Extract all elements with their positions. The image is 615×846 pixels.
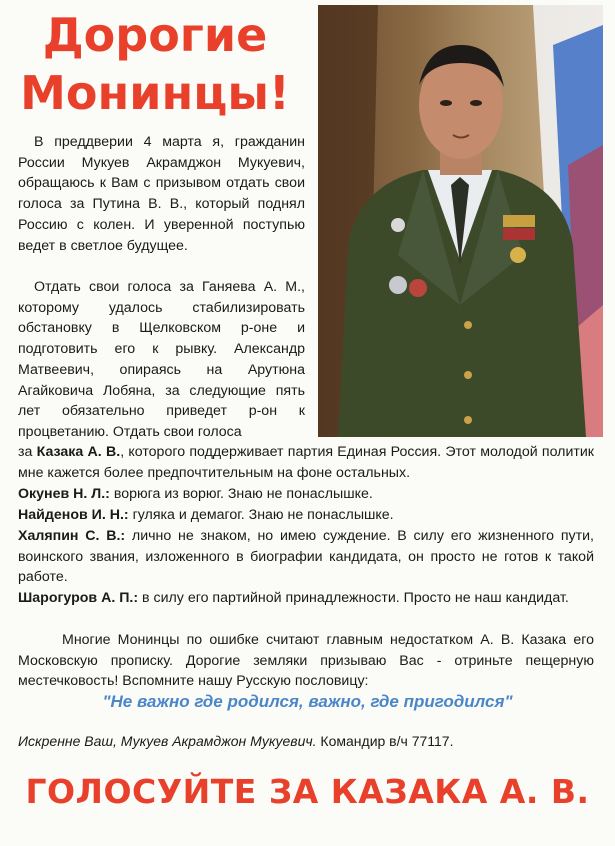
- paragraph-ganyaev: Отдать свои голоса за Ганяева А. М., которому удалось стабилизировать обстановку в Щелковском р-оне и подготовить его к рывку. Александр Матвеевич, опираясь на Арутюна Агайковича Лобяна, за следующие пять лет обязательно приведет р-он к процветанию. Отдать свои голоса: [18, 279, 305, 440]
- naydenov-text: гуляка и демагог. Знаю не понаслышке.: [128, 507, 394, 523]
- sharogurov-text: в силу его партийной принадлежности. Просто не наш кандидат.: [138, 590, 569, 606]
- kazak-prefix: за: [18, 444, 37, 460]
- candidate-okunev: [18, 484, 594, 505]
- portrait-photo: [318, 5, 603, 437]
- kazak-name: Казака А. В.: [36, 444, 121, 460]
- title-line-2: Монинцы!: [20, 66, 290, 120]
- kazak-text: , которого поддерживает партия Единая Россия. Этот молодой политик мне кажется более предпочтительным на фоне остальных.: [18, 444, 594, 481]
- okunev-text: ворюга из ворюг. Знаю не понаслышке.: [109, 486, 373, 502]
- khalyapin-name: Халяпин С. В.:: [18, 528, 126, 544]
- signature: [18, 733, 453, 749]
- vote-slogan: ГОЛОСУЙТЕ ЗА КАЗАКА А. В.: [25, 772, 590, 811]
- paragraph-intro: В преддверии 4 марта я, гражданин России Мукуев Акрамджон Мукуевич, обращаюсь к Вам с призывом отдать свои голоса за Путина В. В., который поднял Россию с колен. И уверенной поступью ведет в светлое будущее.: [18, 134, 305, 254]
- signature-unit: Командир в/ч 77117.: [316, 733, 454, 749]
- okunev-name: Окунев Н. Л.:: [18, 486, 110, 502]
- signature-name: Искренне Ваш, Мукуев Акрамджон Мукуевич.: [18, 733, 317, 749]
- portrait-illustration: [318, 5, 603, 437]
- candidate-sharogurov: [18, 588, 594, 609]
- khalyapin-text: лично не знаком, но имею суждение. В силу его жизненного пути, воинского звания, изложенного в биографии кандидата, он просто не готов к такой работе.: [18, 528, 594, 586]
- candidate-naydenov: [18, 505, 594, 526]
- title-line-1: Дорогие: [42, 8, 268, 62]
- proverb-quote: "Не важно где родился, важно, где пригодился": [102, 692, 513, 711]
- candidate-khalyapin: [18, 526, 594, 588]
- paragraph-appeal: Многие Монинцы по ошибке считают главным недостатком А. В. Казака его Московскую прописку. Дорогие земляки призываю Вас - отриньте пещерную местечковость! Вспомните нашу Русскую пословицу:: [18, 632, 594, 690]
- sharogurov-name: Шарогуров А. П.:: [18, 590, 139, 606]
- paragraph-kazak: [18, 442, 594, 483]
- naydenov-name: Найденов И. Н.:: [18, 507, 129, 523]
